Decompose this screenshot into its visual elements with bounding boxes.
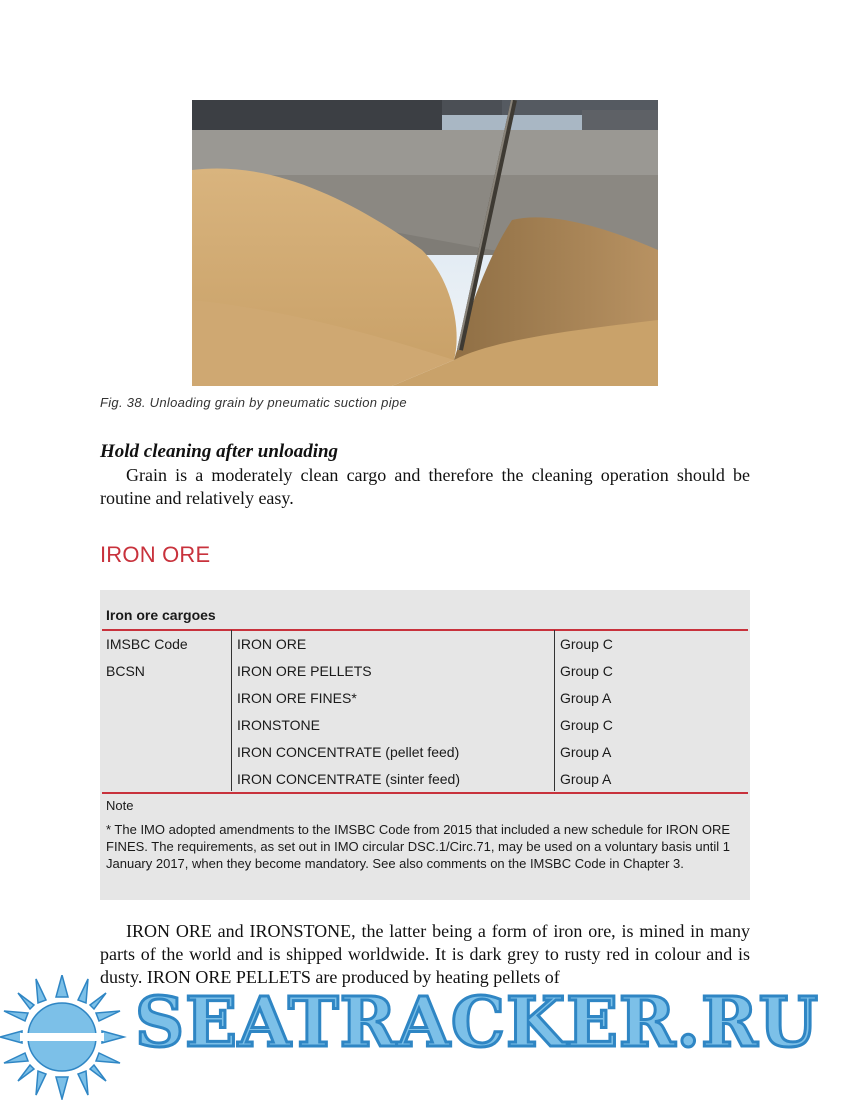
note-label: Note <box>106 798 134 813</box>
cargo-name: IRONSTONE <box>237 717 320 733</box>
table-row <box>100 684 750 711</box>
section-title-iron-ore: IRON ORE <box>100 542 211 567</box>
iron-ore-cargoes-box <box>100 590 750 900</box>
cargo-group: Group C <box>560 717 613 733</box>
hold-cleaning-paragraph <box>100 464 750 510</box>
table-row <box>100 738 750 765</box>
hold-cleaning-text: Grain is a moderately clean cargo and therefore the cleaning operation should be routine and relatively easy. <box>100 465 750 508</box>
cargo-box-title: Iron ore cargoes <box>106 607 216 623</box>
table-row <box>100 711 750 738</box>
watermark-text: SEATRACKER.RU <box>135 983 819 1063</box>
hold-cleaning-heading: Hold cleaning after unloading <box>100 441 339 462</box>
cargo-name: IRON CONCENTRATE (pellet feed) <box>237 744 460 760</box>
table-row <box>100 765 750 792</box>
cargo-group: Group A <box>560 690 612 706</box>
cargo-group: Group C <box>560 636 613 652</box>
table-row <box>100 657 750 684</box>
cargo-name: IRON ORE PELLETS <box>237 663 372 679</box>
cargo-group: Group A <box>560 744 612 760</box>
iron-ore-text: IRON ORE and IRONSTONE, the latter being a form of iron ore, is mined in many parts of the world and is shipped worldwide. It is dark grey to rusty red in colour and is dusty. IRON ORE PELLETS are produced by heating pellets of <box>100 921 750 987</box>
grain-hold-photo-illustration <box>192 100 658 386</box>
cargo-name: IRON CONCENTRATE (sinter feed) <box>237 771 460 787</box>
sun-logo-icon <box>0 975 135 1100</box>
row-label: BCSN <box>106 663 145 679</box>
grain-hold-photo <box>192 100 658 386</box>
row-label: IMSBC Code <box>106 636 188 652</box>
note-text: * The IMO adopted amendments to the IMSBC Code from 2015 that included a new schedule for IRON ORE FINES. The requirements, as set out in IMO circular DSC.1/Circ.71, may be used on a voluntary basis until 1 January 2017, when they become mandatory. See also comments on the IMSBC Code in Chapter 3. <box>106 822 731 871</box>
cargo-name: IRON ORE <box>237 636 307 652</box>
figure-caption: Fig. 38. Unloading grain by pneumatic suction pipe <box>100 395 407 410</box>
seatracker-watermark <box>0 975 850 1100</box>
table-row <box>100 630 750 657</box>
cargo-group: Group A <box>560 771 612 787</box>
table-bottom-rule <box>102 792 748 794</box>
cargo-name: IRON ORE FINES* <box>237 690 357 706</box>
cargo-group: Group C <box>560 663 613 679</box>
